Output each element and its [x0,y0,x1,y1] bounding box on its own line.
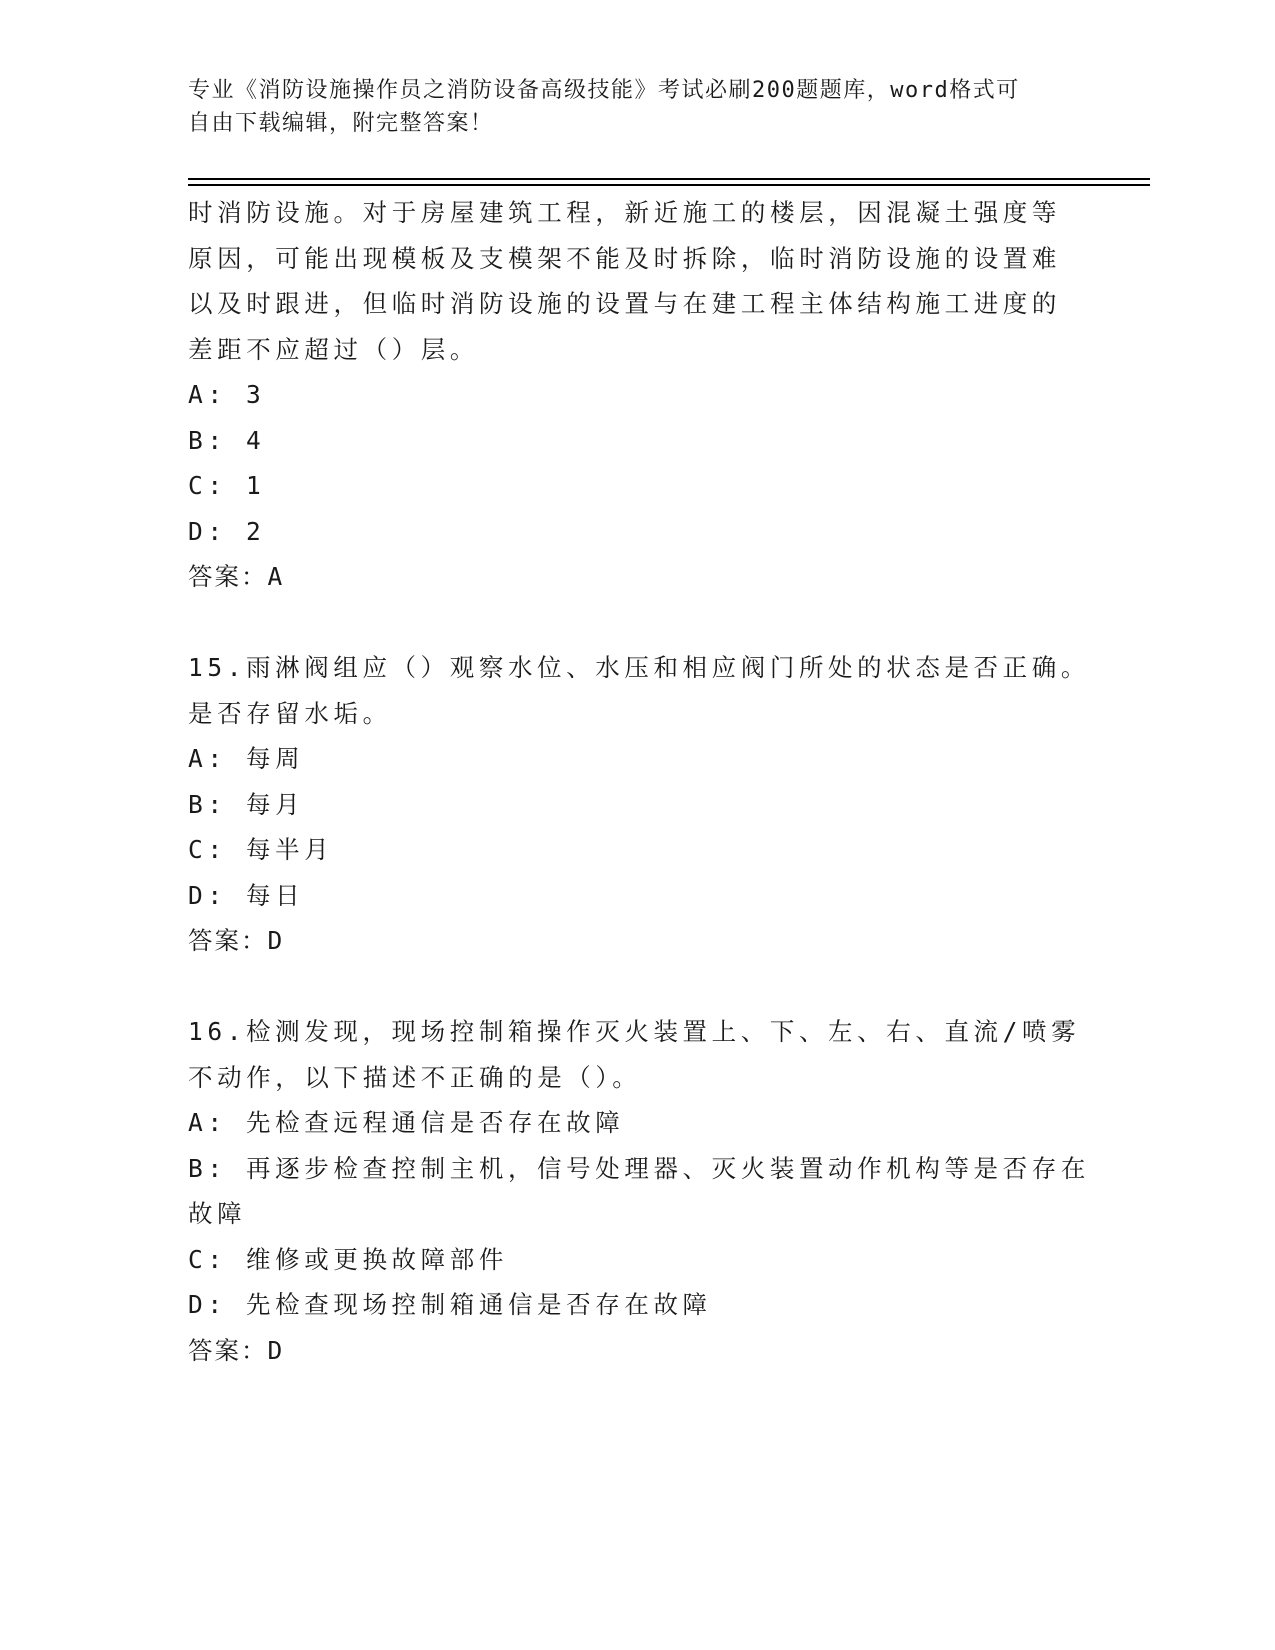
spacer [188,964,1088,1010]
option-a: A: 每周 [188,744,305,773]
question-list [188,190,1088,1373]
option-d: D: 每日 [188,880,305,910]
question-14 [188,190,1088,600]
answer-line: 答案：A [188,562,285,591]
question-stem-line: 不动作，以下描述不正确的是（）。 [188,1062,642,1092]
answer-line: 答案：D [188,1335,285,1365]
question-stem-line: 是否存留水垢。 [188,698,392,728]
question-stem-line: 原因，可能出现模板及支模架不能及时拆除，临时消防设施的设置难 [188,243,1061,273]
option-c: C: 维修或更换故障部件 [188,1244,508,1274]
answer-line: 答案：D [188,926,285,955]
option-b: B: 再逐步检查控制主机，信号处理器、灭火装置动作机构等是否存在 [188,1153,1090,1183]
option-c: C: 1 [188,471,266,500]
header-line-2: 自由下载编辑，附完整答案！ [188,111,494,136]
question-stem-line: 15.雨淋阀组应（）观察水位、水压和相应阀门所处的状态是否正确。 [188,653,1090,682]
option-b: B: 4 [188,425,266,455]
question-15 [188,645,1088,964]
option-b-continued: 故障 [188,1199,247,1228]
question-stem-line: 以及时跟进，但临时消防设施的设置与在建工程主体结构施工进度的 [188,289,1061,318]
option-a: A: 先检查远程通信是否存在故障 [188,1108,625,1137]
spacer [188,600,1088,646]
option-a: A: 3 [188,380,266,409]
option-d: D: 2 [188,516,266,546]
option-d: D: 先检查现场控制箱通信是否存在故障 [188,1290,712,1319]
question-stem-line: 16.检测发现，现场控制箱操作灭火装置上、下、左、右、直流/喷雾 [188,1017,1081,1046]
question-16 [188,1009,1088,1373]
document-header [188,74,1068,140]
question-stem-line: 差距不应超过（）层。 [188,334,479,364]
header-rule-top [188,178,1150,180]
header-rule-bottom [188,184,1150,186]
question-stem-line: 时消防设施。对于房屋建筑工程，新近施工的楼层，因混凝土强度等 [188,198,1061,227]
header-line-1: 专业《消防设施操作员之消防设备高级技能》考试必刷200题题库，word格式可 [188,78,1020,103]
option-b: B: 每月 [188,789,305,819]
option-c: C: 每半月 [188,835,334,864]
